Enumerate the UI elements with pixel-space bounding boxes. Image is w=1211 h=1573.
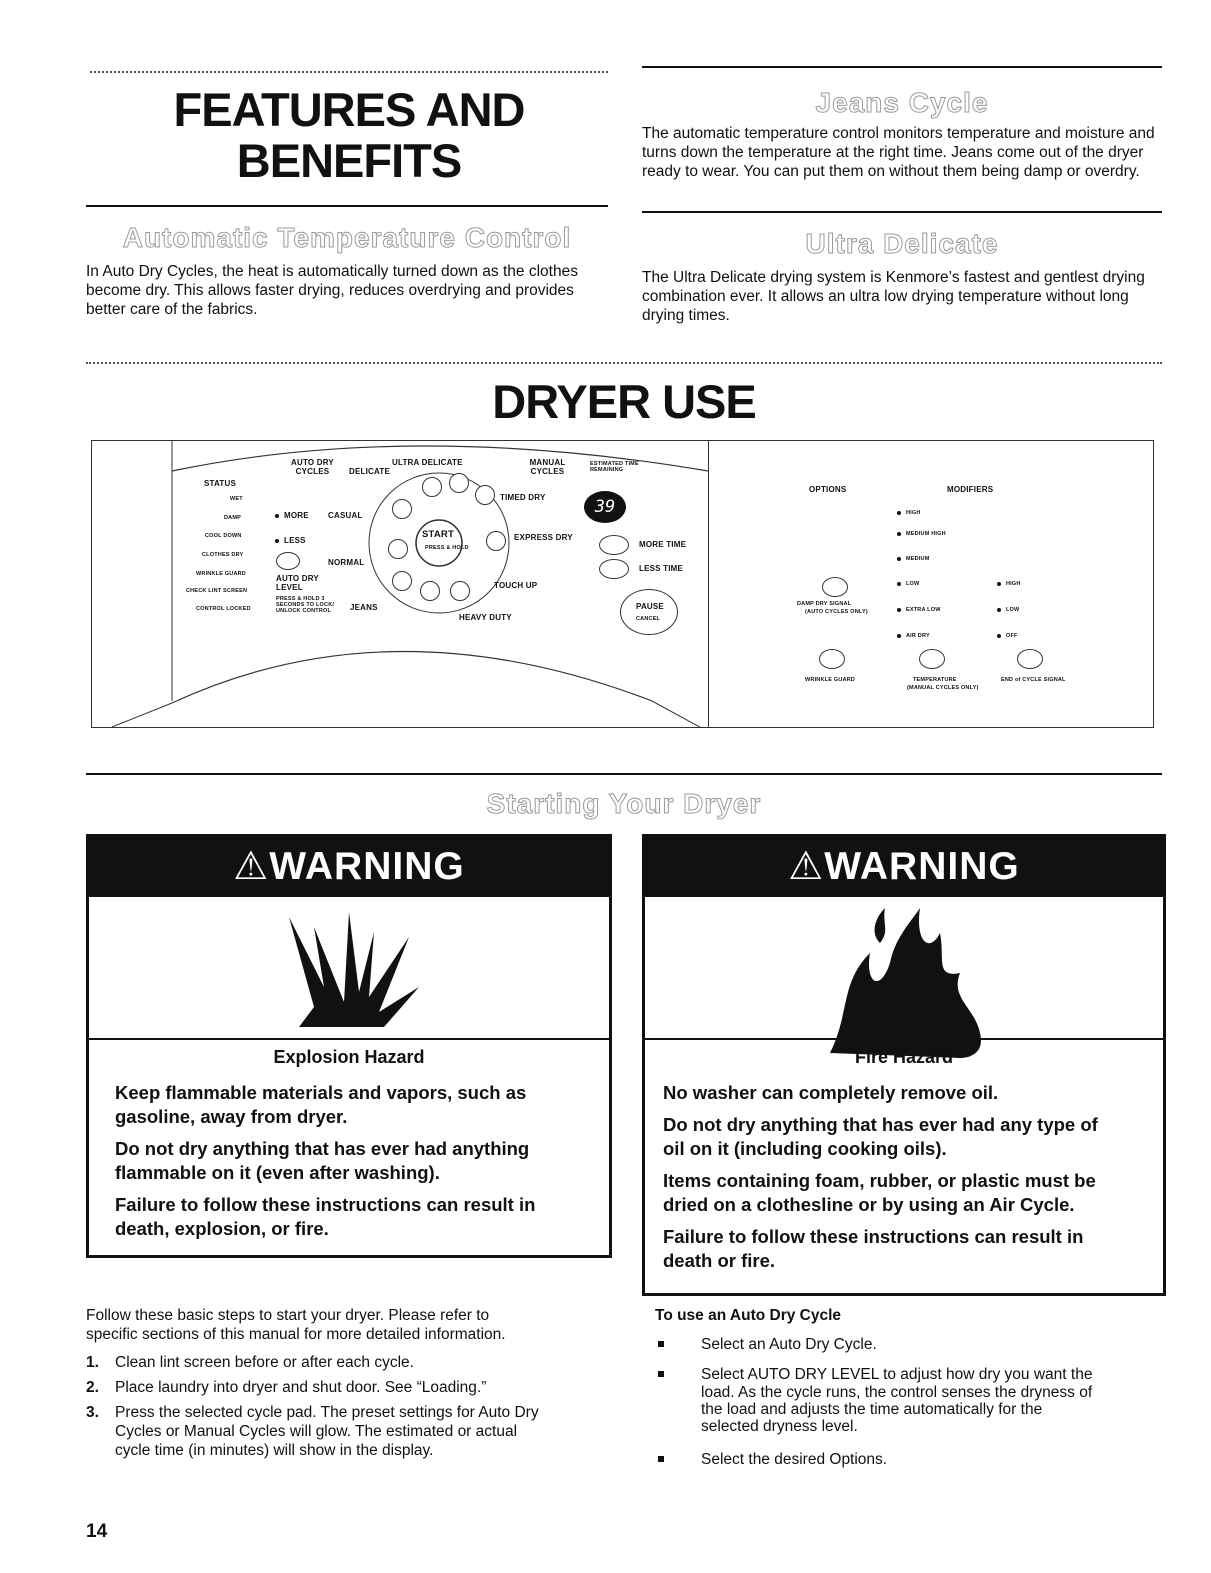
temp-extra-low-text: EXTRA LOW [906, 607, 941, 613]
temperature-sub: (MANUAL CYCLES ONLY) [907, 685, 979, 691]
temp-high [897, 510, 921, 516]
step-2 [86, 1378, 606, 1397]
steps-intro-line2: specific sections of this manual for more detailed information. [86, 1326, 506, 1343]
auto-dry-bullet-2-line2: load. As the cycle runs, the control senses the dryness of [701, 1384, 1093, 1401]
step-3-line1: Press the selected cycle pad. The preset settings for Auto Dry [115, 1404, 539, 1421]
modifiers-label: MODIFIERS [947, 485, 994, 494]
end-of-cycle-label: END of CYCLE SIGNAL [1001, 677, 1066, 683]
step-3-line2: Cycles or Manual Cycles will glow. The estimated or actual [115, 1423, 518, 1440]
temp-low-text: LOW [906, 581, 920, 587]
signal-high [997, 581, 1021, 587]
auto-dry-level-button[interactable] [276, 552, 300, 570]
damp-dry-signal-button[interactable] [822, 577, 848, 597]
features-title [90, 83, 608, 187]
heavy-duty-label: HEAVY DUTY [459, 613, 512, 622]
status-cool-down: COOL DOWN [205, 533, 242, 539]
temp-extra-low [897, 607, 941, 613]
normal-label: NORMAL [328, 558, 365, 567]
express-dry-label: EXPRESS DRY [514, 533, 573, 542]
step-3-line3: cycle time (in minutes) will show in the display. [115, 1442, 434, 1459]
more-label [275, 511, 309, 520]
delicate-label: DELICATE [349, 467, 391, 476]
warning-header-left [89, 837, 609, 897]
pause-label: PAUSE [636, 602, 664, 611]
warning-right-line-6: Failure to follow these instructions can result in [663, 1226, 1084, 1247]
warning-right-line-7: death or fire. [663, 1250, 776, 1271]
status-wrinkle-guard: WRINKLE GUARD [196, 571, 246, 577]
jeans-heading: Jeans Cycle [815, 87, 989, 118]
touch-up-label: TOUCH UP [494, 581, 538, 590]
step-1-number: 1. [86, 1354, 99, 1371]
explosion-icon [269, 907, 429, 1057]
warning-box-fire [642, 834, 1166, 1296]
step-1 [86, 1353, 606, 1372]
starting-heading: Starting Your Dryer [486, 788, 762, 819]
features-title-line2: BENEFITS [236, 134, 462, 187]
less-time-button[interactable] [599, 559, 629, 579]
casual-label: CASUAL [328, 511, 363, 520]
pause-cancel-button[interactable] [620, 589, 678, 635]
press-hold-lock-label: PRESS & HOLD 3 SECONDS TO LOCK/ UNLOCK CONTROL [276, 596, 335, 614]
cycle-button-7[interactable] [392, 571, 412, 591]
manual-cycles-label: MANUAL CYCLES [529, 458, 566, 476]
cycle-button-9[interactable] [450, 581, 470, 601]
jeans-text: The automatic temperature control monitors temperature and moisture and turns down the temperature at the right time. Jeans come out of the dryer ready to wear. You can put them on without them being damp or overdry. [642, 125, 1155, 180]
auto-temp-text: In Auto Dry Cycles, the heat is automatically turned down as the clothes become dry. This allows faster drying, reduces overdrying and provides better care of the fabrics. [86, 263, 578, 318]
steps-intro [86, 1306, 606, 1344]
status-damp: DAMP [224, 515, 241, 521]
more-time-label: MORE TIME [639, 540, 687, 549]
cancel-label: CANCEL [636, 616, 661, 622]
auto-dry-bullet-2-line3: the load and adjusts the time automatically for the [701, 1401, 1043, 1418]
cycle-button-5[interactable] [486, 531, 506, 551]
status-control-locked: CONTROL LOCKED [196, 606, 251, 612]
warning-left-line-2: gasoline, away from dryer. [115, 1106, 348, 1127]
more-text: MORE [284, 511, 309, 520]
signal-low [997, 607, 1019, 613]
temp-high-text: HIGH [906, 510, 921, 516]
damp-dry-signal-sub: (AUTO CYCLES ONLY) [805, 609, 868, 615]
bullet-3-icon [658, 1456, 664, 1462]
warning-right-line-2: Do not dry anything that has ever had any type of [663, 1114, 1098, 1135]
temperature-button[interactable] [919, 649, 945, 669]
less-label [275, 536, 306, 545]
temp-medium-high [897, 531, 946, 537]
steps-intro-line1: Follow these basic steps to start your dryer. Please refer to [86, 1307, 490, 1324]
step-2-text: Place laundry into dryer and shut door. See “Loading.” [115, 1379, 487, 1396]
auto-dry-bullet-2 [701, 1365, 1163, 1435]
wrinkle-guard-button[interactable] [819, 649, 845, 669]
explosion-hazard-title: Explosion Hazard [273, 1047, 425, 1067]
warning-triangle-icon: ⚠ [788, 845, 825, 888]
start-label[interactable]: START [422, 529, 454, 540]
timed-dry-label: TIMED DRY [500, 493, 546, 502]
cycle-button-6[interactable] [388, 539, 408, 559]
end-of-cycle-button[interactable] [1017, 649, 1043, 669]
control-panel-right [707, 440, 1154, 728]
auto-dry-bullet-2-line4: selected dryness level. [701, 1418, 858, 1435]
auto-dry-bullet-1: Select an Auto Dry Cycle. [701, 1336, 877, 1353]
warning-separator-right [645, 1038, 1163, 1040]
wrinkle-guard-label: WRINKLE GUARD [805, 677, 855, 683]
fire-hazard-title: Fire Hazard [854, 1047, 954, 1067]
warning-header-right [645, 837, 1163, 897]
damp-dry-signal-label: DAMP DRY SIGNAL [797, 601, 852, 607]
start-sub-label: PRESS & HOLD [425, 545, 469, 551]
temp-air-dry [897, 633, 930, 639]
step-2-number: 2. [86, 1379, 99, 1396]
warning-left-line-3: Do not dry anything that has ever had anything [115, 1138, 530, 1159]
cycle-button-4[interactable] [392, 499, 412, 519]
warning-right-line-5: dried on a clothesline or by using an Air Cycle. [663, 1194, 1075, 1215]
auto-dry-cycles-label: AUTO DRY CYCLES [291, 458, 334, 476]
step-3-number: 3. [86, 1404, 99, 1421]
warning-box-explosion [86, 834, 612, 1258]
top-dotted-rule [90, 71, 608, 73]
features-title-line1: FEATURES AND [173, 83, 525, 136]
temp-medium-text: MEDIUM [906, 556, 930, 562]
signal-low-text: LOW [1006, 607, 1020, 613]
estimated-time-label: ESTIMATED TIME REMAINING [590, 461, 639, 473]
ultra-delicate-label: ULTRA DELICATE [392, 458, 463, 467]
ultra-heading: Ultra Delicate [805, 228, 999, 259]
less-time-label: LESS TIME [639, 564, 684, 573]
page-number: 14 [86, 1521, 108, 1542]
cycle-button-8[interactable] [420, 581, 440, 601]
warning-header-right-text: WARNING [824, 845, 1020, 888]
signal-high-text: HIGH [1006, 581, 1021, 587]
temperature-label: TEMPERATURE [913, 677, 957, 683]
warning-left-line-1: Keep flammable materials and vapors, such as [115, 1082, 527, 1103]
time-display [584, 491, 626, 523]
signal-off [997, 633, 1018, 639]
dryer-use-title: DRYER USE [492, 375, 756, 428]
less-text: LESS [284, 536, 306, 545]
status-title: STATUS [204, 479, 237, 488]
temp-air-dry-text: AIR DRY [906, 633, 930, 639]
control-panel-left [91, 440, 709, 728]
warning-left-line-5: Failure to follow these instructions can result in [115, 1194, 536, 1215]
jeans-label: JEANS [350, 603, 378, 612]
warning-left-line-6: death, explosion, or fire. [115, 1218, 329, 1239]
starting-rule [86, 773, 1162, 775]
auto-dry-level-label: AUTO DRY LEVEL [276, 574, 319, 592]
dryer-use-dotted-rule [86, 362, 1162, 364]
auto-temp-heading: Automatic Temperature Control [122, 222, 572, 253]
temp-low [897, 581, 919, 587]
warning-right-line-1: No washer can completely remove oil. [663, 1082, 999, 1103]
status-clothes-dry: CLOTHES DRY [202, 552, 244, 558]
status-check-lint: CHECK LINT SCREEN [186, 588, 248, 594]
bullet-2-icon [658, 1371, 664, 1377]
options-label: OPTIONS [809, 485, 847, 494]
auto-dry-heading: To use an Auto Dry Cycle [655, 1307, 842, 1324]
warning-right-line-3: oil on it (including cooking oils). [663, 1138, 947, 1159]
ultra-text: The Ultra Delicate drying system is Kenmore’s fastest and gentlest drying combination ever. It allows an ultra low drying temperature without long drying times. [642, 269, 1145, 324]
features-rule [86, 205, 608, 207]
bullet-1-icon [658, 1341, 664, 1347]
top-right-rule [642, 66, 1162, 68]
warning-header-left-text: WARNING [269, 845, 465, 888]
step-1-text: Clean lint screen before or after each cycle. [115, 1354, 414, 1371]
warning-triangle-icon: ⚠ [233, 845, 270, 888]
auto-dry-bullet-3: Select the desired Options. [701, 1451, 888, 1468]
cycle-button-1[interactable] [422, 477, 442, 497]
cycle-button-2[interactable] [449, 473, 469, 493]
warning-separator-left [89, 1038, 609, 1040]
warning-left-line-4: flammable on it (even after washing). [115, 1162, 440, 1183]
cycle-button-3[interactable] [475, 485, 495, 505]
signal-off-text: OFF [1006, 633, 1018, 639]
step-3 [86, 1403, 606, 1460]
auto-dry-bullet-2-line1: Select AUTO DRY LEVEL to adjust how dry you want the [701, 1366, 1093, 1383]
warning-right-line-4: Items containing foam, rubber, or plastic must be [663, 1170, 1096, 1191]
ultra-rule [642, 211, 1162, 213]
more-time-button[interactable] [599, 535, 629, 555]
temp-medium-high-text: MEDIUM HIGH [906, 531, 946, 537]
time-display-value: 39 [594, 497, 616, 517]
temp-medium [897, 556, 930, 562]
status-wet: WET [230, 496, 243, 502]
